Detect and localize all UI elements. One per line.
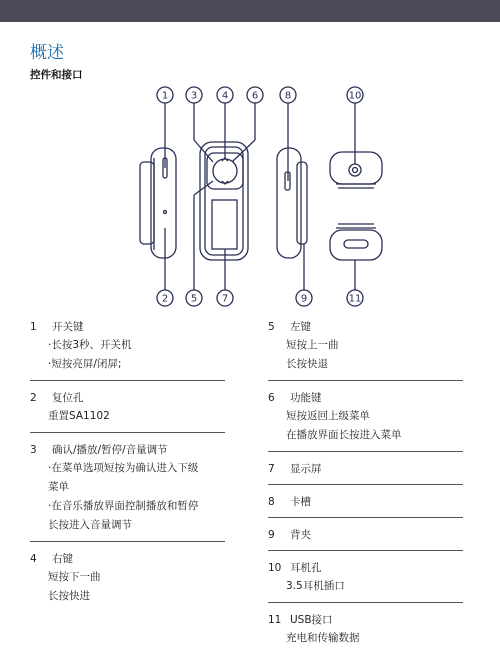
control-title: USB接口: [290, 614, 333, 626]
divider: [268, 517, 463, 518]
control-item-4: [30, 550, 225, 606]
control-description: 重置SA1102: [48, 410, 110, 422]
callout-number: 3: [190, 90, 198, 102]
divider: [30, 541, 225, 542]
device-side-view-right: [277, 148, 307, 258]
control-description: 长按快进: [48, 590, 90, 602]
control-title: 确认/播放/暂停/音量调节: [52, 444, 168, 456]
control-item-11: [268, 611, 463, 648]
control-title: 左键: [290, 321, 311, 333]
control-item-1: [30, 318, 225, 374]
control-description: 短按上一曲: [286, 339, 339, 351]
device-top-view: [330, 152, 382, 188]
control-title: 卡槽: [290, 496, 311, 508]
device-side-view-left: [140, 148, 176, 258]
callout-number: 1: [161, 90, 169, 102]
page-title: 概述: [30, 43, 64, 63]
control-number: 11: [268, 614, 282, 626]
control-description: 菜单: [48, 481, 69, 493]
divider: [268, 451, 463, 452]
control-number: 6: [268, 392, 275, 404]
control-number: 4: [30, 553, 37, 565]
callout-number: 7: [221, 293, 229, 305]
control-title: 开关键: [52, 321, 84, 333]
callout-number: 11: [348, 293, 362, 305]
callout-number: 9: [300, 293, 308, 305]
control-title: 功能键: [290, 392, 322, 404]
divider: [268, 380, 463, 381]
control-title: 背夹: [290, 529, 311, 541]
control-number: 9: [268, 529, 275, 541]
control-item-7: [268, 460, 463, 478]
control-item-8: [268, 493, 463, 511]
control-title: 右键: [52, 553, 73, 565]
device-diagram: [0, 80, 500, 320]
control-title: 显示屏: [290, 463, 322, 475]
controls-list-left: [30, 318, 225, 606]
control-description: 3.5耳机插口: [286, 580, 345, 592]
control-description: 充电和传输数据: [286, 632, 360, 644]
callout-number: 4: [221, 90, 229, 102]
control-number: 3: [30, 444, 37, 456]
device-bottom-view: [330, 224, 382, 260]
control-number: 7: [268, 463, 275, 475]
control-title: 耳机孔: [290, 562, 322, 574]
control-description: ·在菜单选项短按为确认进入下级: [48, 462, 199, 474]
control-description: 长按快退: [286, 358, 328, 370]
callout-number: 2: [161, 293, 169, 305]
divider: [30, 380, 225, 381]
control-item-3: [30, 441, 225, 535]
callout-number: 5: [190, 293, 198, 305]
control-description: ·短按亮屏/闭屏;: [48, 358, 122, 370]
control-number: 8: [268, 496, 275, 508]
control-description: ·长按3秒、开关机: [48, 339, 132, 351]
control-number: 1: [30, 321, 37, 333]
control-number: 5: [268, 321, 275, 333]
callout-number: 8: [284, 90, 292, 102]
control-title: 复位孔: [52, 392, 84, 404]
controls-list-right: [268, 318, 463, 648]
top-bar: [0, 0, 500, 22]
control-item-10: [268, 559, 463, 596]
control-description: 在播放界面长按进入菜单: [286, 429, 402, 441]
callout-number: 6: [251, 90, 259, 102]
control-description: ·在音乐播放界面控制播放和暂停: [48, 500, 199, 512]
divider: [268, 602, 463, 603]
control-number: 10: [268, 562, 282, 574]
divider: [268, 484, 463, 485]
control-number: 2: [30, 392, 37, 404]
control-item-6: [268, 389, 463, 445]
section-subtitle: 控件和接口: [30, 69, 83, 81]
divider: [30, 432, 225, 433]
divider: [268, 550, 463, 551]
control-description: 短按返回上级菜单: [286, 410, 370, 422]
control-item-5: [268, 318, 463, 374]
callout-number: 10: [348, 90, 362, 102]
control-item-2: [30, 389, 225, 426]
control-item-9: [268, 526, 463, 544]
control-description: 长按进入音量调节: [48, 519, 132, 531]
device-front-view: [200, 142, 248, 260]
control-description: 短按下一曲: [48, 571, 101, 583]
